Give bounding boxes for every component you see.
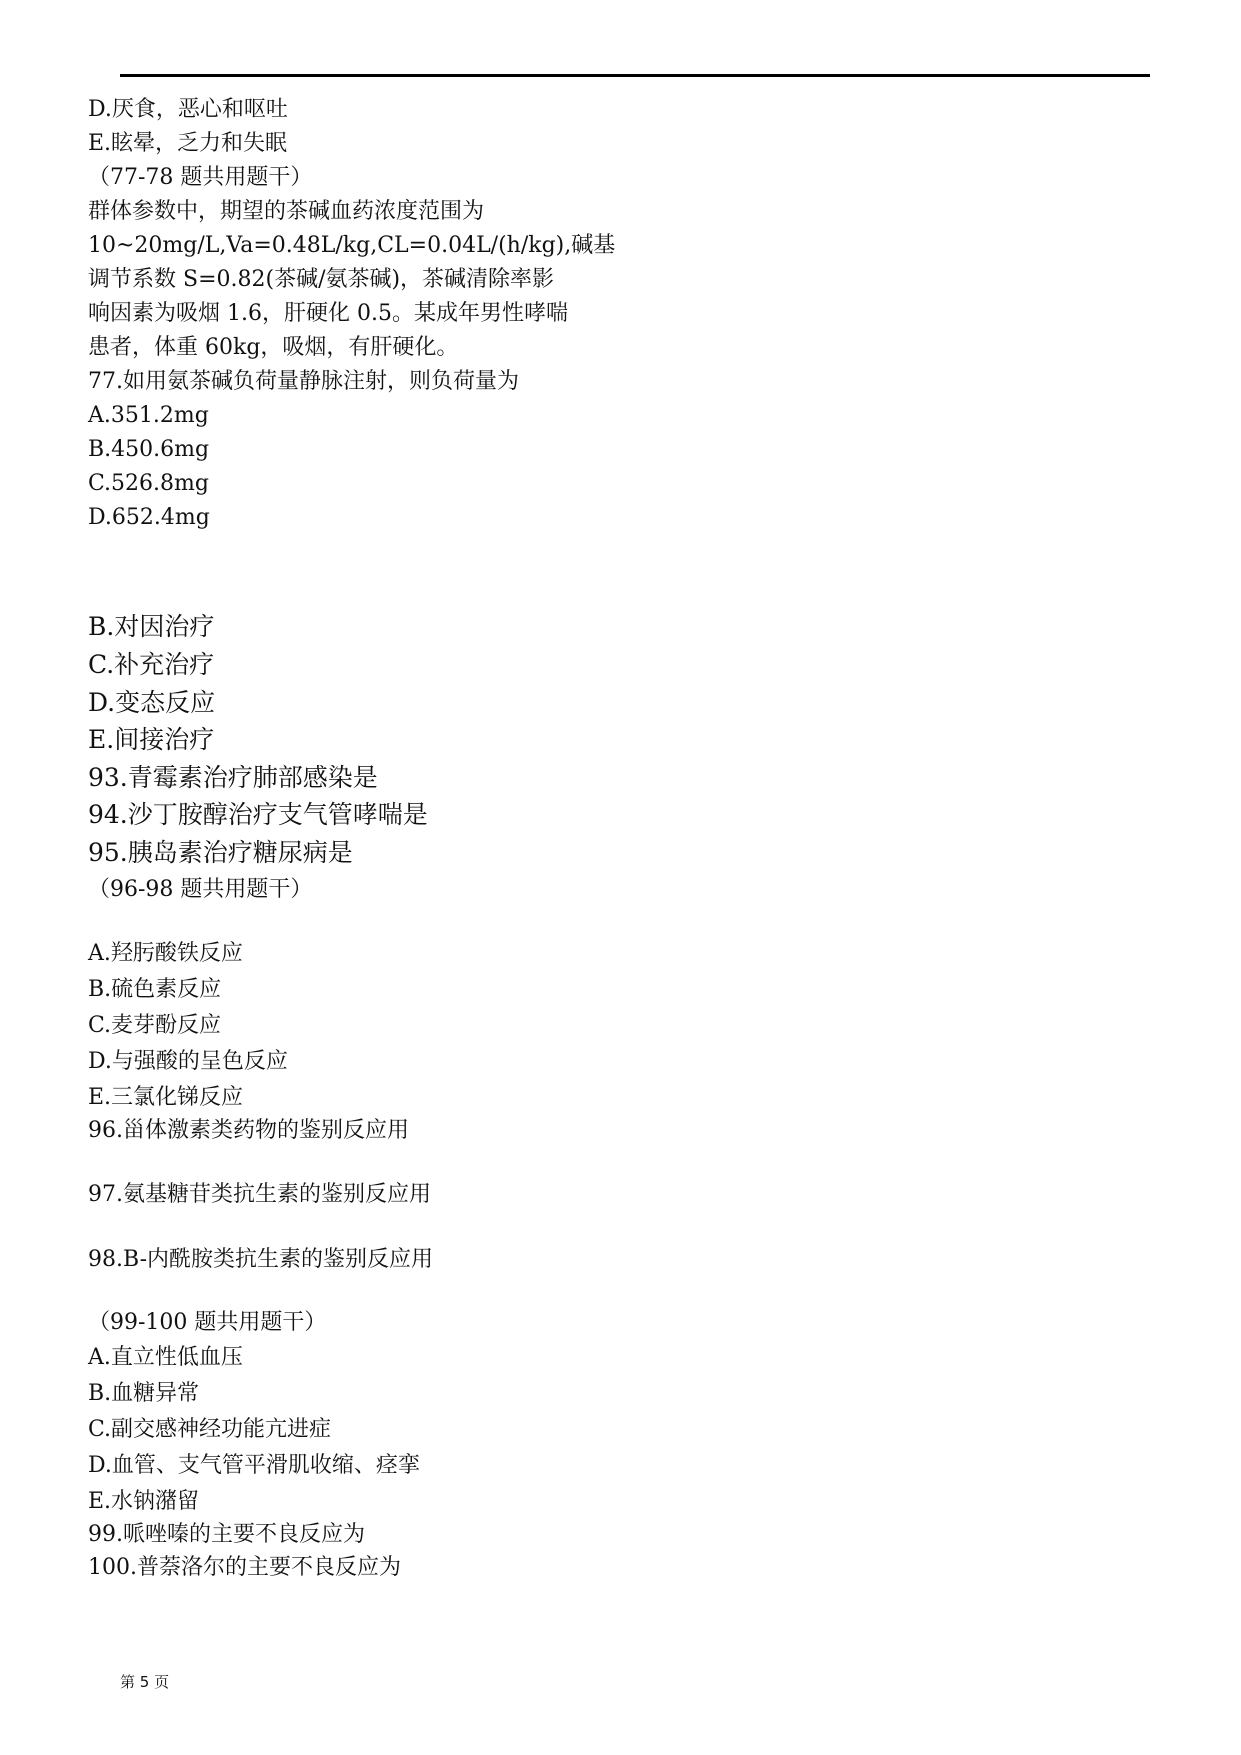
stem-text: 调节系数 S=0.82(茶碱/氨茶碱)，茶碱清除率影 — [88, 267, 555, 292]
option-line: B.450.6mg — [88, 437, 210, 462]
option-line: A.羟肟酸铁反应 — [88, 941, 243, 966]
option-line: B.硫色素反应 — [88, 977, 222, 1002]
option-line: D.变态反应 — [88, 688, 216, 717]
option-line: C.副交感神经功能亢进症 — [88, 1417, 332, 1442]
option-line: C.526.8mg — [88, 471, 209, 496]
question-line: 96.甾体激素类药物的鉴别反应用 — [88, 1118, 409, 1143]
question-line: 97.氨基糖苷类抗生素的鉴别反应用 — [88, 1182, 431, 1207]
question-line: 93.青霉素治疗肺部感染是 — [88, 763, 378, 792]
option-line: B.血糖异常 — [88, 1381, 200, 1406]
stem-text: 响因素为吸烟 1.6，肝硬化 0.5。某成年男性哮喘 — [88, 301, 568, 326]
question-line: 77.如用氨茶碱负荷量静脉注射，则负荷量为 — [88, 369, 519, 394]
option-line: D.与强酸的呈色反应 — [88, 1049, 288, 1074]
option-line: A.351.2mg — [88, 403, 209, 428]
option-line: A.直立性低血压 — [88, 1345, 243, 1370]
option-line: D.血管、支气管平滑肌收缩、痉挛 — [88, 1453, 420, 1478]
stem-heading: （96-98 题共用题干） — [88, 877, 313, 902]
stem-text: 10~20mg/L,Va=0.48L/kg,CL=0.04L/(h/kg),碱基 — [88, 233, 616, 258]
option-line: E.水钠潴留 — [88, 1489, 200, 1514]
header-rule — [120, 74, 1150, 77]
stem-text: 患者，体重 60kg，吸烟，有肝硬化。 — [88, 335, 459, 360]
option-line: D.652.4mg — [88, 505, 210, 530]
option-line: D.厌食，恶心和呕吐 — [88, 97, 288, 122]
question-line: 94.沙丁胺醇治疗支气管哮喘是 — [88, 800, 428, 829]
question-line: 99.哌唑嗪的主要不良反应为 — [88, 1522, 365, 1547]
question-line: 95.胰岛素治疗糖尿病是 — [88, 838, 353, 867]
stem-heading: （99-100 题共用题干） — [88, 1310, 327, 1335]
option-line: E.眩晕，乏力和失眠 — [88, 131, 288, 156]
question-line: 100.普萘洛尔的主要不良反应为 — [88, 1555, 401, 1580]
option-line: E.间接治疗 — [88, 725, 215, 754]
option-line: E.三氯化锑反应 — [88, 1085, 244, 1110]
option-line: B.对因治疗 — [88, 612, 215, 641]
option-line: C.麦芽酚反应 — [88, 1013, 222, 1038]
stem-heading: （77-78 题共用题干） — [88, 165, 313, 190]
question-line: 98.B-内酰胺类抗生素的鉴别反应用 — [88, 1247, 433, 1272]
stem-text: 群体参数中，期望的茶碱血药浓度范围为 — [88, 199, 485, 224]
page-number: 第 5 页 — [120, 1673, 170, 1691]
option-line: C.补充治疗 — [88, 650, 215, 679]
